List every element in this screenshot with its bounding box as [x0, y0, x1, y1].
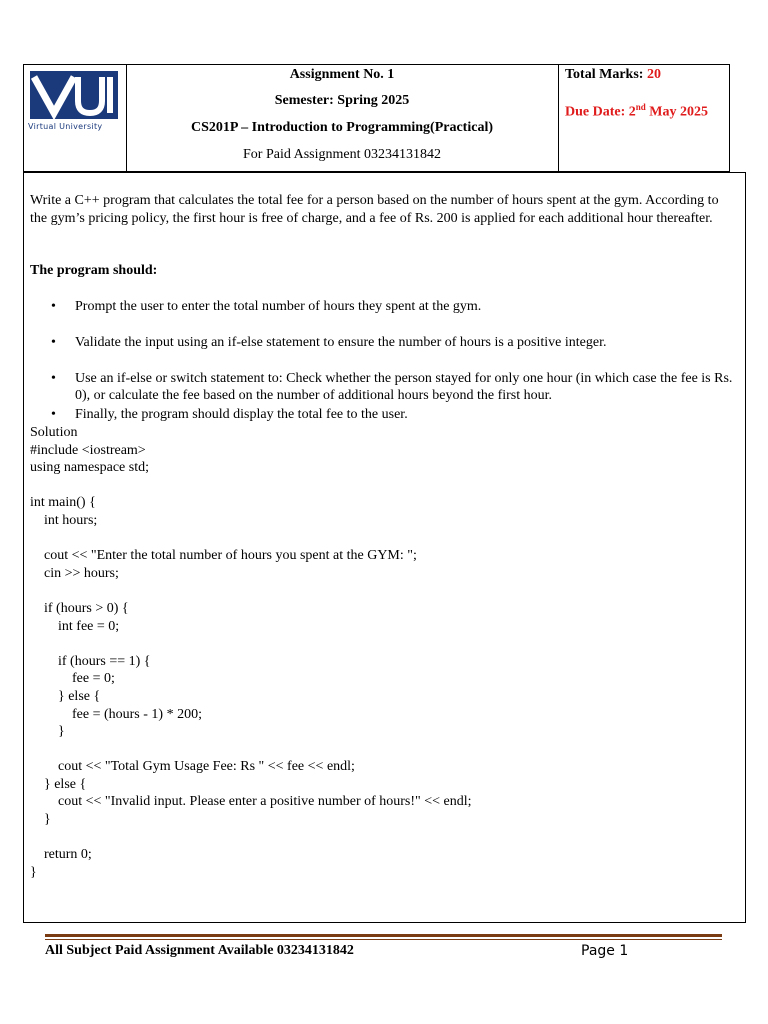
- footer-divider: [45, 934, 722, 937]
- title-cell: [126, 65, 559, 171]
- paid-note: For Paid Assignment 03234131842: [243, 147, 441, 162]
- due-date: [565, 102, 708, 121]
- footer-note: All Subject Paid Assignment Available 03234131842: [45, 943, 354, 958]
- total-marks-label: Total Marks:: [565, 67, 644, 82]
- total-marks: [565, 67, 661, 83]
- course-title: CS201P – Introduction to Programming(Practical): [190, 120, 493, 135]
- logo-cell: [24, 65, 127, 171]
- due-date-label: Due Date: 2: [565, 104, 636, 120]
- solution-code: Solution #include <iostream> using namespace std; int main() { int hours; cout << "Enter the total number of hours you spent at the GYM: "; cin >> hours; if (hours > 0) { int fee = 0; if (hours == 1) { fee = 0; } else { fee = (hours - 1) * 200; } cout << "Total Gym Usage Fee: Rs " << fee << endl; } else { cout << "Invalid input. Please enter a positive number of hours!" << endl; } return 0; }: [30, 425, 472, 880]
- program-should-heading: The program should:: [30, 263, 158, 278]
- list-item: • Validate the input using an if-else statement to ensure the number of hours is a positive integer.: [75, 334, 735, 351]
- vu-logo-icon: [30, 71, 118, 119]
- intro-text: Write a C++ program that calculates the total fee for a person based on the number of hours spent at the gym. According to the gym’s pricing policy, the first hour is free of charge, and a fee of Rs. 200 is applied for each additional hour thereafter.: [30, 193, 719, 226]
- assignment-body: [23, 172, 746, 923]
- list-item: • Finally, the program should display the total fee to the user.: [75, 406, 735, 423]
- marks-cell: [559, 65, 729, 171]
- total-marks-value: 20: [646, 67, 661, 82]
- due-date-rest: May 2025: [645, 104, 708, 120]
- assignment-header-table: [23, 64, 730, 172]
- list-item: • Use an if-else or switch statement to: Check whether the person stayed for only one hour (in which case the fee is Rs. 0), or calculate the fee based on the number of additional hours beyond the first hour.: [75, 370, 735, 404]
- list-item: • Prompt the user to enter the total number of hours they spent at the gym.: [75, 298, 735, 315]
- semester: Semester: Spring 2025: [274, 93, 410, 108]
- footer-divider-thin: [45, 939, 722, 940]
- due-date-sup: nd: [635, 102, 646, 112]
- assignment-number: Assignment No. 1: [289, 67, 395, 82]
- logo-caption: Virtual University: [28, 122, 103, 131]
- page-number: Page 1: [581, 943, 629, 959]
